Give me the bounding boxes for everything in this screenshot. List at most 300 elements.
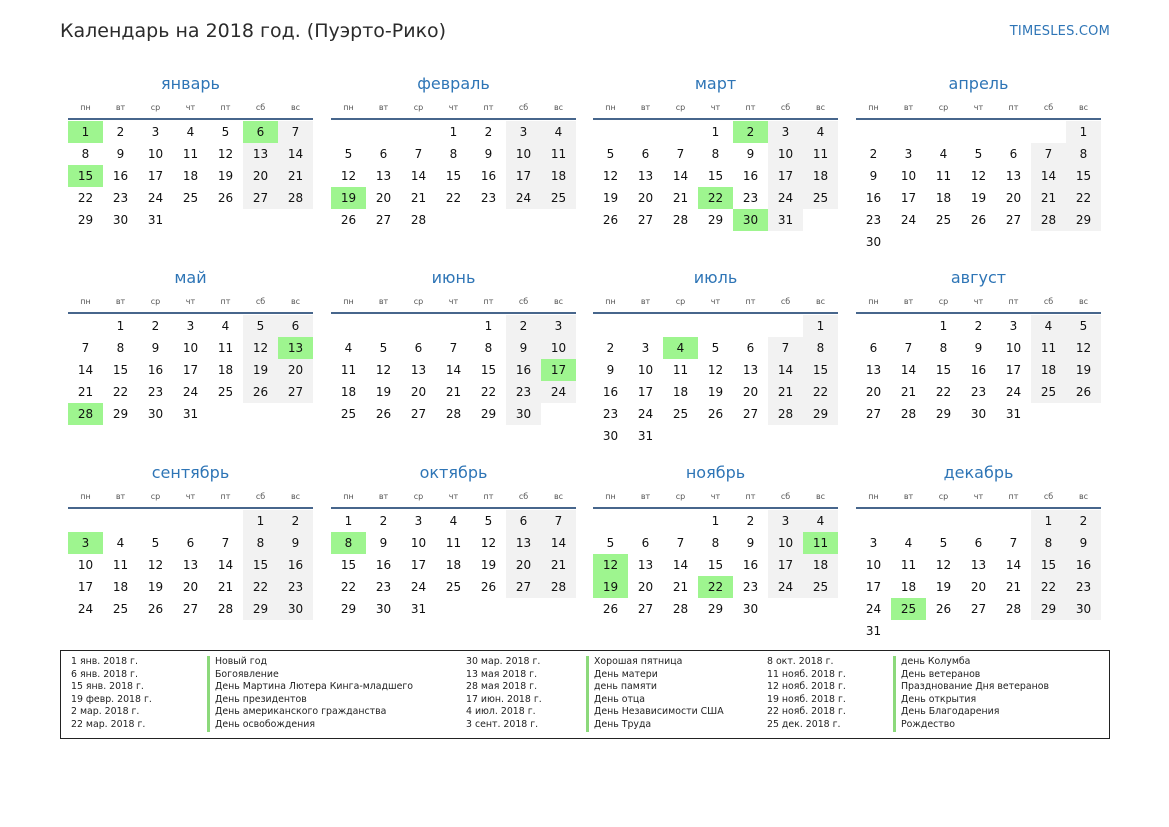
weekday-label: пн	[868, 103, 879, 112]
day-cell: 6	[278, 315, 313, 337]
day-cell: 14	[900, 363, 917, 377]
day-cell: 17	[900, 191, 917, 205]
empty-cell	[436, 315, 471, 337]
day-cell: 11	[445, 536, 462, 550]
weekday-label: вт	[903, 297, 914, 306]
month-4	[856, 75, 1101, 253]
weekday-label: ср	[938, 492, 949, 501]
day-cell: 30	[602, 429, 619, 443]
weekday-label: ср	[675, 103, 686, 112]
day-cell: 6	[869, 341, 878, 355]
weekday-header	[68, 293, 313, 311]
weekday-label: ср	[150, 492, 161, 501]
holiday-date: 15 янв. 2018 г.	[71, 681, 144, 693]
weekday-label: пт	[483, 492, 494, 501]
day-cell: 3	[768, 510, 803, 532]
holiday-day: 22	[698, 187, 733, 209]
weekday-label: чт	[710, 103, 721, 112]
day-cell: 9	[1066, 532, 1101, 554]
day-cell: 29	[707, 602, 724, 616]
day-cell: 2	[116, 125, 125, 139]
day-cell: 3	[414, 514, 423, 528]
day-cell: 26	[243, 381, 278, 403]
day-cell: 18	[935, 191, 952, 205]
day-cell: 20	[410, 385, 427, 399]
day-cell: 10	[182, 341, 199, 355]
holiday-name: Богоявление	[207, 669, 413, 682]
holiday-name: Хорошая пятница	[586, 656, 724, 669]
holiday-name: День Благодарения	[893, 706, 1049, 719]
header-divider	[331, 507, 576, 509]
weekday-label: ср	[413, 492, 424, 501]
day-cell: 12	[480, 536, 497, 550]
day-cell: 27	[865, 407, 882, 421]
day-cell: 9	[278, 532, 313, 554]
weekday-label: чт	[448, 492, 459, 501]
holiday-date: 30 мар. 2018 г.	[466, 656, 541, 667]
holiday-date: 19 нояб. 2018 г.	[767, 693, 846, 705]
month-7	[593, 269, 838, 447]
day-cell: 9	[484, 147, 493, 161]
holiday-name: день памяти	[586, 681, 724, 694]
holiday-name: День Независимости США	[586, 706, 724, 719]
holiday-day: 2	[733, 121, 768, 143]
day-cell: 3	[768, 121, 803, 143]
day-cell: 28	[445, 407, 462, 421]
day-cell: 18	[217, 363, 234, 377]
weekday-label: пт	[483, 103, 494, 112]
day-cell: 15	[445, 169, 462, 183]
day-cell: 26	[217, 191, 234, 205]
weekday-label: пт	[483, 297, 494, 306]
day-cell: 10	[1005, 341, 1022, 355]
weekday-label: пн	[80, 103, 91, 112]
day-cell: 2	[746, 514, 755, 528]
day-cell: 24	[865, 602, 882, 616]
day-cell: 18	[445, 558, 462, 572]
day-cell: 8	[449, 147, 458, 161]
day-cell: 3	[1009, 319, 1018, 333]
day-cell: 11	[182, 147, 199, 161]
day-cell: 10	[147, 147, 164, 161]
day-cell: 2	[278, 510, 313, 532]
day-grid	[856, 510, 1101, 642]
day-cell: 4	[1031, 315, 1066, 337]
day-cell: 23	[375, 580, 392, 594]
weekday-label: сб	[780, 103, 791, 112]
day-cell: 24	[768, 576, 803, 598]
day-cell: 24	[541, 381, 576, 403]
weekday-label: вт	[903, 492, 914, 501]
holiday-name: день Колумба	[893, 656, 1049, 669]
day-cell: 6	[379, 147, 388, 161]
day-cell: 11	[112, 558, 129, 572]
day-cell: 16	[602, 385, 619, 399]
day-cell: 15	[707, 558, 724, 572]
day-cell: 8	[711, 536, 720, 550]
weekday-label: ср	[413, 297, 424, 306]
day-cell: 27	[278, 381, 313, 403]
day-cell: 20	[637, 191, 654, 205]
day-cell: 31	[768, 209, 803, 231]
day-cell: 29	[1031, 598, 1066, 620]
day-cell: 16	[865, 191, 882, 205]
day-cell: 28	[217, 602, 234, 616]
day-cell: 4	[803, 121, 838, 143]
day-cell: 17	[768, 554, 803, 576]
day-cell: 19	[243, 359, 278, 381]
day-cell: 9	[116, 147, 125, 161]
day-cell: 23	[147, 385, 164, 399]
weekday-label: пн	[605, 103, 616, 112]
day-cell: 21	[410, 191, 427, 205]
weekday-label: чт	[973, 103, 984, 112]
day-cell: 7	[449, 341, 458, 355]
day-cell: 7	[676, 536, 685, 550]
weekday-label: вс	[553, 492, 564, 501]
day-cell: 4	[449, 514, 458, 528]
weekday-label: пн	[868, 297, 879, 306]
day-cell: 13	[375, 169, 392, 183]
weekday-label: пн	[605, 297, 616, 306]
day-cell: 5	[974, 147, 983, 161]
holiday-day: 3	[68, 532, 103, 554]
day-cell: 23	[1066, 576, 1101, 598]
holiday-date: 4 июл. 2018 г.	[466, 706, 536, 718]
day-cell: 25	[1031, 381, 1066, 403]
day-cell: 29	[803, 403, 838, 425]
day-cell: 6	[186, 536, 195, 550]
day-cell: 1	[344, 514, 353, 528]
empty-cell	[628, 121, 663, 143]
weekday-label: вс	[815, 103, 826, 112]
weekday-label: пн	[80, 492, 91, 501]
day-cell: 29	[340, 602, 357, 616]
day-cell: 15	[1066, 165, 1101, 187]
day-cell: 14	[541, 532, 576, 554]
holiday-name: Празднование Дня ветеранов	[893, 681, 1049, 694]
day-grid	[331, 510, 576, 620]
day-cell: 24	[900, 213, 917, 227]
holiday-date: 22 нояб. 2018 г.	[767, 706, 846, 718]
weekday-label: вт	[378, 297, 389, 306]
weekday-label: сб	[518, 297, 529, 306]
day-cell: 8	[484, 341, 493, 355]
day-cell: 1	[243, 510, 278, 532]
day-cell: 7	[768, 337, 803, 359]
empty-cell	[628, 510, 663, 532]
day-cell: 21	[900, 385, 917, 399]
weekday-label: ср	[938, 297, 949, 306]
holiday-day: 11	[803, 532, 838, 554]
day-cell: 18	[340, 385, 357, 399]
day-grid	[593, 315, 838, 447]
day-cell: 16	[112, 169, 129, 183]
weekday-label: пн	[343, 103, 354, 112]
day-cell: 9	[974, 341, 983, 355]
day-cell: 8	[939, 341, 948, 355]
holiday-day: 19	[593, 576, 628, 598]
weekday-label: сб	[255, 297, 266, 306]
month-11	[593, 464, 838, 620]
day-cell: 13	[742, 363, 759, 377]
day-cell: 10	[768, 143, 803, 165]
day-cell: 23	[970, 385, 987, 399]
day-cell: 14	[768, 359, 803, 381]
day-cell: 22	[480, 385, 497, 399]
day-cell: 22	[77, 191, 94, 205]
weekday-label: чт	[185, 297, 196, 306]
day-cell: 25	[803, 576, 838, 598]
day-cell: 8	[116, 341, 125, 355]
empty-cell	[593, 121, 628, 143]
day-cell: 7	[278, 121, 313, 143]
weekday-label: пн	[343, 492, 354, 501]
day-cell: 10	[900, 169, 917, 183]
day-cell: 26	[970, 213, 987, 227]
holiday-date: 28 мая 2018 г.	[466, 681, 538, 693]
empty-cell	[208, 510, 243, 532]
weekday-label: ср	[150, 297, 161, 306]
weekday-label: сб	[780, 492, 791, 501]
day-cell: 3	[506, 121, 541, 143]
month-name: август	[950, 268, 1007, 287]
empty-cell	[401, 121, 436, 143]
day-grid	[68, 315, 313, 425]
day-cell: 21	[77, 385, 94, 399]
weekday-label: вт	[640, 297, 651, 306]
weekday-label: пн	[80, 297, 91, 306]
day-cell: 19	[375, 385, 392, 399]
empty-cell	[856, 315, 891, 337]
day-grid	[331, 121, 576, 231]
day-cell: 21	[541, 554, 576, 576]
day-cell: 5	[221, 125, 230, 139]
day-cell: 10	[410, 536, 427, 550]
month-name: июль	[693, 268, 738, 287]
day-cell: 18	[672, 385, 689, 399]
weekday-label: чт	[973, 492, 984, 501]
day-cell: 2	[484, 125, 493, 139]
day-cell: 24	[410, 580, 427, 594]
day-cell: 28	[410, 213, 427, 227]
day-cell: 18	[541, 165, 576, 187]
day-cell: 20	[182, 580, 199, 594]
day-grid	[331, 315, 576, 425]
day-cell: 10	[77, 558, 94, 572]
day-cell: 25	[803, 187, 838, 209]
day-cell: 31	[1005, 407, 1022, 421]
weekday-header	[593, 99, 838, 117]
month-6	[331, 269, 576, 425]
holiday-names-col-2	[586, 656, 724, 732]
weekday-label: ср	[675, 297, 686, 306]
day-grid	[593, 121, 838, 231]
day-cell: 15	[707, 169, 724, 183]
day-cell: 1	[711, 125, 720, 139]
day-cell: 28	[672, 213, 689, 227]
day-cell: 2	[379, 514, 388, 528]
weekday-label: вс	[553, 103, 564, 112]
weekday-header	[593, 293, 838, 311]
holiday-day: 17	[541, 359, 576, 381]
day-cell: 6	[641, 536, 650, 550]
empty-cell	[331, 315, 366, 337]
day-cell: 27	[637, 213, 654, 227]
month-name: январь	[161, 74, 220, 93]
weekday-label: пт	[220, 492, 231, 501]
day-cell: 24	[637, 407, 654, 421]
holiday-name: День президентов	[207, 694, 413, 707]
header-divider	[593, 507, 838, 509]
weekday-label: сб	[255, 492, 266, 501]
month-1	[68, 75, 313, 231]
day-cell: 9	[869, 169, 878, 183]
empty-cell	[856, 510, 891, 532]
weekday-label: сб	[518, 103, 529, 112]
empty-cell	[173, 510, 208, 532]
day-cell: 3	[151, 125, 160, 139]
day-cell: 28	[541, 576, 576, 598]
day-cell: 31	[410, 602, 427, 616]
holiday-date: 6 янв. 2018 г.	[71, 668, 138, 680]
holiday-date: 1 янв. 2018 г.	[71, 656, 138, 667]
day-cell: 29	[480, 407, 497, 421]
day-cell: 6	[974, 536, 983, 550]
day-cell: 12	[1066, 337, 1101, 359]
day-cell: 20	[243, 165, 278, 187]
weekday-label: вс	[290, 103, 301, 112]
holiday-name: Новый год	[207, 656, 413, 669]
day-cell: 19	[1066, 359, 1101, 381]
day-cell: 21	[768, 381, 803, 403]
month-name: май	[174, 268, 207, 287]
day-cell: 13	[506, 532, 541, 554]
day-cell: 15	[112, 363, 129, 377]
day-cell: 17	[865, 580, 882, 594]
day-cell: 19	[970, 191, 987, 205]
weekday-label: пт	[220, 103, 231, 112]
day-cell: 4	[116, 536, 125, 550]
day-cell: 31	[147, 213, 164, 227]
empty-cell	[331, 121, 366, 143]
day-cell: 20	[1005, 191, 1022, 205]
day-cell: 25	[935, 213, 952, 227]
day-cell: 19	[602, 191, 619, 205]
header-divider	[68, 507, 313, 509]
day-cell: 29	[935, 407, 952, 421]
day-cell: 17	[1005, 363, 1022, 377]
month-9	[68, 464, 313, 620]
day-cell: 19	[480, 558, 497, 572]
day-cell: 22	[340, 580, 357, 594]
day-cell: 3	[541, 315, 576, 337]
day-cell: 2	[1066, 510, 1101, 532]
day-cell: 25	[340, 407, 357, 421]
day-cell: 7	[1031, 143, 1066, 165]
day-cell: 11	[803, 143, 838, 165]
day-cell: 20	[865, 385, 882, 399]
day-cell: 15	[1031, 554, 1066, 576]
weekday-label: пт	[745, 492, 756, 501]
day-cell: 27	[410, 407, 427, 421]
day-cell: 25	[112, 602, 129, 616]
day-cell: 5	[379, 341, 388, 355]
day-cell: 20	[278, 359, 313, 381]
empty-cell	[593, 510, 628, 532]
day-cell: 17	[768, 165, 803, 187]
day-cell: 28	[1005, 602, 1022, 616]
holiday-name: День открытия	[893, 694, 1049, 707]
day-cell: 23	[480, 191, 497, 205]
day-cell: 24	[77, 602, 94, 616]
day-cell: 7	[221, 536, 230, 550]
day-cell: 20	[742, 385, 759, 399]
day-cell: 11	[340, 363, 357, 377]
weekday-label: вт	[903, 103, 914, 112]
weekday-label: пт	[745, 103, 756, 112]
header-divider	[68, 312, 313, 314]
day-cell: 5	[243, 315, 278, 337]
weekday-label: пн	[343, 297, 354, 306]
day-cell: 13	[865, 363, 882, 377]
day-cell: 22	[803, 381, 838, 403]
day-cell: 18	[182, 169, 199, 183]
day-cell: 8	[243, 532, 278, 554]
day-cell: 12	[707, 363, 724, 377]
weekday-label: вс	[290, 492, 301, 501]
day-cell: 6	[1009, 147, 1018, 161]
month-name: декабрь	[943, 463, 1014, 482]
day-cell: 18	[112, 580, 129, 594]
weekday-label: чт	[185, 103, 196, 112]
weekday-label: сб	[518, 492, 529, 501]
month-3	[593, 75, 838, 231]
day-cell: 15	[480, 363, 497, 377]
day-cell: 14	[672, 169, 689, 183]
weekday-label: сб	[780, 297, 791, 306]
day-cell: 28	[672, 602, 689, 616]
day-cell: 16	[147, 363, 164, 377]
empty-cell	[68, 315, 103, 337]
empty-cell	[103, 510, 138, 532]
day-cell: 13	[243, 143, 278, 165]
day-cell: 15	[243, 554, 278, 576]
weekday-label: пт	[1008, 103, 1019, 112]
day-cell: 8	[81, 147, 90, 161]
site-link[interactable]: TIMESLES.COM	[1009, 24, 1110, 39]
day-cell: 9	[746, 536, 755, 550]
day-cell: 7	[414, 147, 423, 161]
weekday-label: пт	[1008, 297, 1019, 306]
day-cell: 20	[375, 191, 392, 205]
day-cell: 20	[506, 554, 541, 576]
day-cell: 21	[445, 385, 462, 399]
empty-cell	[891, 510, 926, 532]
header-divider	[68, 118, 313, 120]
month-10	[331, 464, 576, 620]
day-cell: 30	[742, 602, 759, 616]
month-name: март	[694, 74, 737, 93]
weekday-label: вс	[1078, 492, 1089, 501]
day-cell: 31	[865, 624, 882, 638]
empty-cell	[733, 315, 768, 337]
day-cell: 26	[1066, 381, 1101, 403]
day-cell: 22	[243, 576, 278, 598]
day-grid	[856, 315, 1101, 425]
holiday-dates-col-1	[71, 656, 152, 732]
day-cell: 14	[77, 363, 94, 377]
